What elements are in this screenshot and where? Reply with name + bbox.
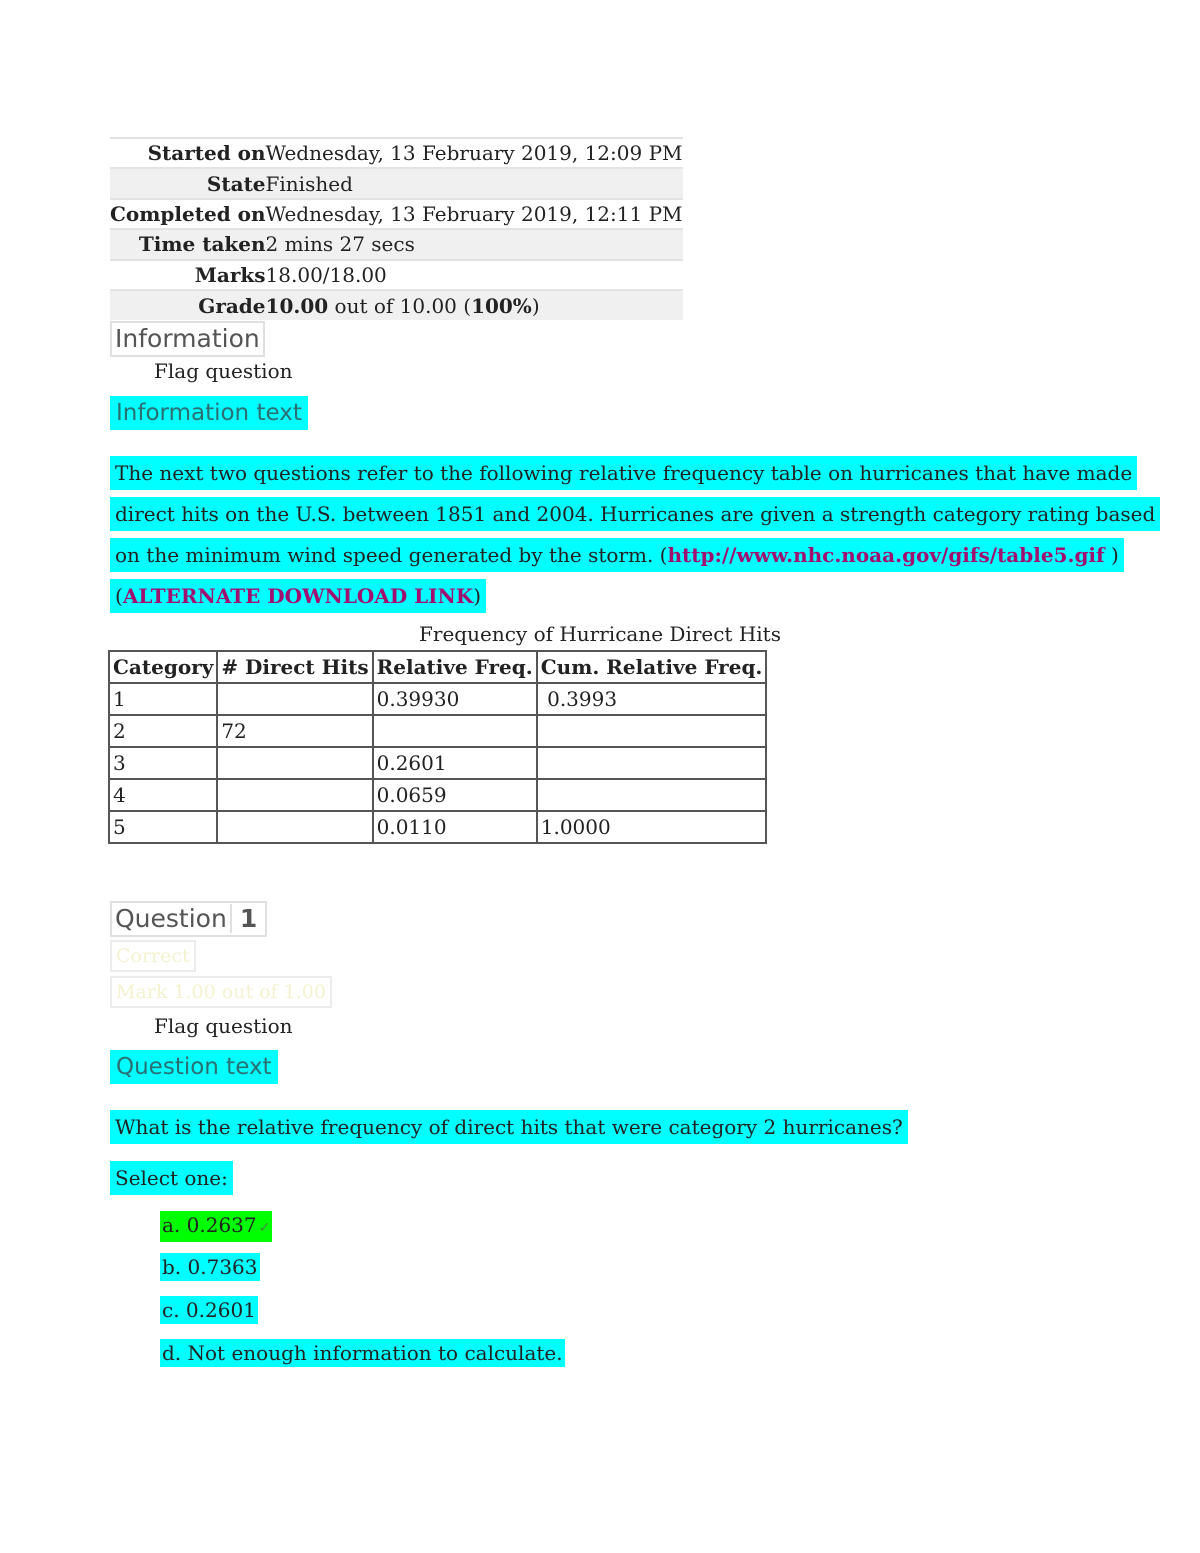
- alternate-download-link[interactable]: ALTERNATE DOWNLOAD LINK: [122, 584, 474, 608]
- table-cell: 0.2601: [373, 747, 537, 779]
- check-icon: ✓: [258, 1220, 271, 1236]
- completed-label: Completed on: [110, 199, 266, 229]
- time-taken-label: Time taken: [110, 229, 266, 259]
- question-number: 1: [239, 904, 258, 933]
- info-paragraph-line-1: The next two questions refer to the following relative frequency table on hurricanes that have made: [110, 456, 1137, 490]
- marks-value: 18.00/18.00: [266, 260, 683, 290]
- grade-value: [266, 290, 683, 320]
- table-cell: [537, 747, 767, 779]
- table-cell: 0.0659: [373, 779, 537, 811]
- information-heading: Information: [110, 321, 265, 357]
- flag-question-link[interactable]: Flag question: [154, 1014, 293, 1038]
- table-cell: [217, 811, 372, 843]
- table-gif-link[interactable]: http://www.nhc.noaa.gov/gifs/table5.gif: [667, 543, 1105, 567]
- question-heading: [110, 901, 267, 937]
- option-c[interactable]: c. 0.2601: [162, 1298, 256, 1322]
- completed-value: Wednesday, 13 February 2019, 12:11 PM: [266, 199, 683, 229]
- table-cell: [373, 715, 537, 747]
- table-caption: Frequency of Hurricane Direct Hits: [419, 622, 781, 646]
- table-cell: 3: [109, 747, 217, 779]
- state-value: Finished: [266, 168, 683, 198]
- question-word: Question: [112, 904, 232, 933]
- grade-end: ): [531, 293, 540, 318]
- grade-score: 10.00: [265, 293, 329, 318]
- table-cell: 0.0110: [373, 811, 537, 843]
- grade-percent: 100%: [471, 293, 532, 318]
- alt-open-paren: (: [115, 584, 123, 608]
- table-cell: 0.39930: [373, 683, 537, 715]
- started-label: Started on: [110, 138, 266, 168]
- hurricane-frequency-table: [108, 650, 767, 844]
- table-cell: 1: [109, 683, 217, 715]
- header-direct-hits: # Direct Hits: [217, 651, 372, 683]
- time-taken-value: 2 mins 27 secs: [266, 229, 683, 259]
- question-status: Correct: [110, 940, 196, 972]
- info-paragraph-line-3: [110, 538, 1124, 572]
- table-cell: 0.3993: [537, 683, 767, 715]
- grade-mid: out of 10.00 (: [328, 293, 472, 318]
- question-prompt: What is the relative frequency of direct hits that were category 2 hurricanes?: [110, 1110, 908, 1144]
- info-paragraph-line-3-prefix: on the minimum wind speed generated by the storm. (: [115, 543, 668, 567]
- table-cell: 1.0000: [537, 811, 767, 843]
- flag-question-link[interactable]: Flag question: [154, 359, 293, 383]
- attempt-summary: [110, 137, 683, 320]
- alt-close-paren: ): [473, 584, 482, 608]
- info-paragraph-line-3-suffix: ): [1104, 543, 1119, 567]
- started-value: Wednesday, 13 February 2019, 12:09 PM: [266, 138, 683, 168]
- table-row: [109, 747, 766, 779]
- table-cell: 4: [109, 779, 217, 811]
- marks-label: Marks: [110, 260, 266, 290]
- info-paragraph-line-2: direct hits on the U.S. between 1851 and 2004. Hurricanes are given a strength category rating based: [110, 497, 1160, 531]
- table-cell: 72: [217, 715, 372, 747]
- table-row: [109, 715, 766, 747]
- table-cell: [217, 747, 372, 779]
- header-category: Category: [109, 651, 217, 683]
- table-cell: [537, 779, 767, 811]
- select-one-label: Select one:: [110, 1161, 233, 1195]
- grade-label: Grade: [110, 290, 266, 320]
- header-cum-relative-freq: Cum. Relative Freq.: [537, 651, 767, 683]
- option-a-label: a. 0.2637: [162, 1213, 257, 1237]
- question-mark: Mark 1.00 out of 1.00: [110, 976, 332, 1008]
- option-b[interactable]: b. 0.7363: [162, 1255, 258, 1279]
- table-row: [109, 779, 766, 811]
- table-cell: [217, 683, 372, 715]
- table-cell: 2: [109, 715, 217, 747]
- option-d[interactable]: d. Not enough information to calculate.: [162, 1341, 563, 1365]
- table-header-row: [109, 651, 766, 683]
- table-cell: [217, 779, 372, 811]
- alternate-download: [110, 579, 486, 613]
- option-a[interactable]: [160, 1211, 272, 1242]
- table-cell: [537, 715, 767, 747]
- table-cell: 5: [109, 811, 217, 843]
- information-text-heading: Information text: [110, 396, 308, 430]
- question-text-heading: Question text: [110, 1050, 278, 1084]
- table-row: [109, 683, 766, 715]
- state-label: State: [110, 168, 266, 198]
- table-row: [109, 811, 766, 843]
- header-relative-freq: Relative Freq.: [373, 651, 537, 683]
